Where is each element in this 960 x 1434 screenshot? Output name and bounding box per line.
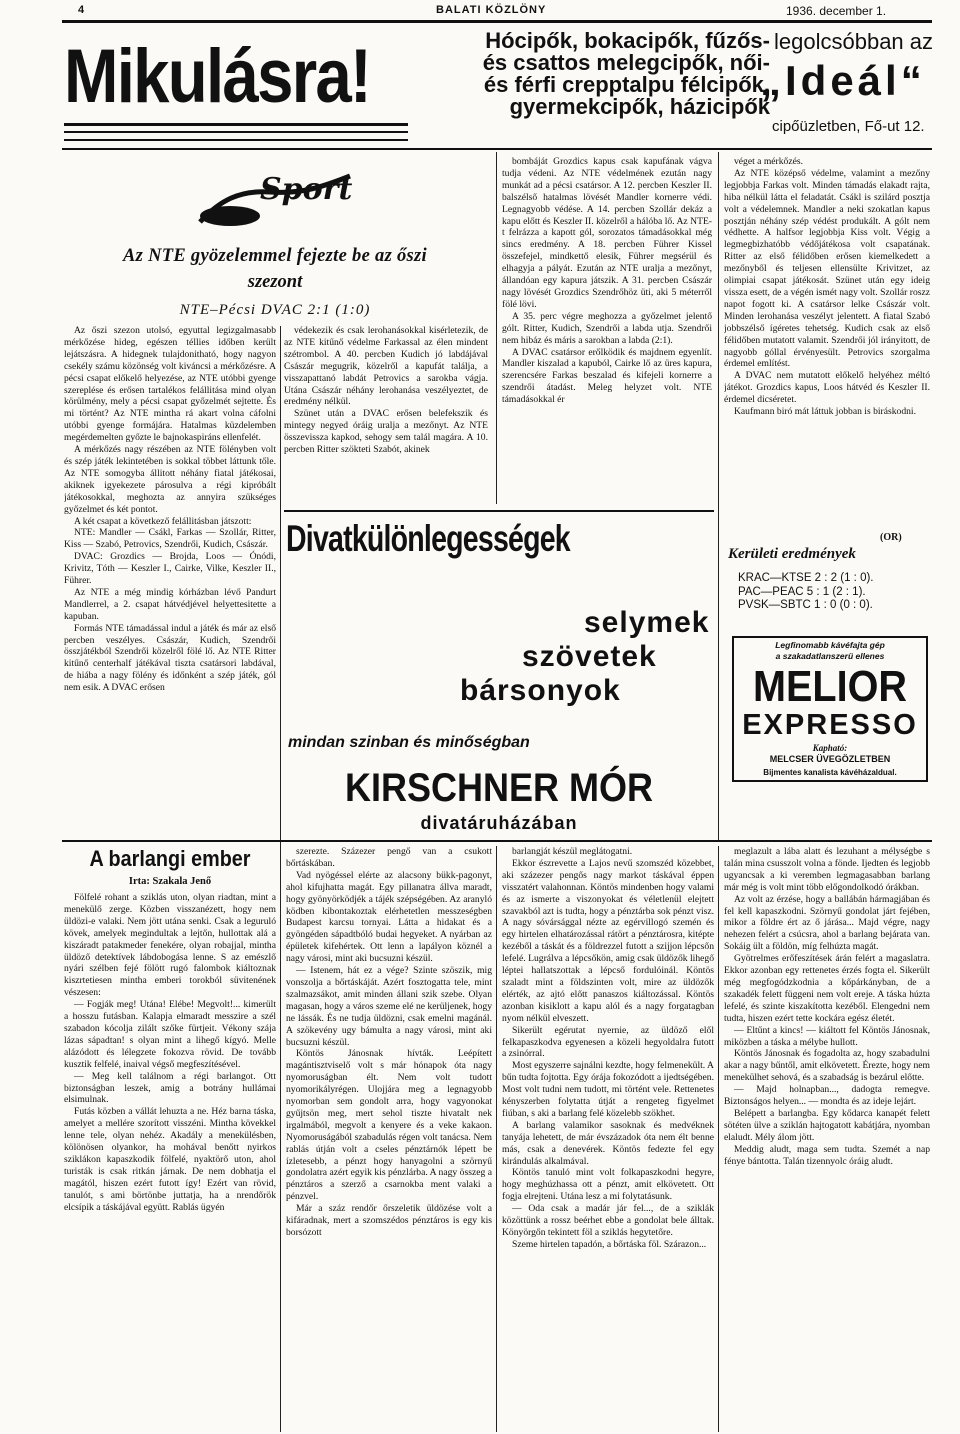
- story-column-1: [64, 892, 276, 1432]
- ad-line: és férfi crepptalpu félcipők,: [483, 72, 770, 97]
- paragraph: A DVAC nem mutatott előkelő helyéhez méltó játékot. Grozdics kapus, Loos hátvéd és Keszler II. érdemel dicséretet.: [724, 370, 930, 406]
- sport-column-3: [502, 156, 712, 504]
- melior-brand: MELIOR: [752, 662, 907, 711]
- sport-column-4: [724, 156, 930, 540]
- paragraph: A mérkőzés nagy részében az NTE fölényben volt és szép játék lekintetében is sokkal többet láttunk tőle. Az NTE somogyba állitott néhány fiatal játékosai, akiknek igyekezete párosulva a régi kipróbált játékosokkal, meghozta az annyira szükséges győzelmet és két pontot.: [64, 444, 276, 515]
- melior-tagline: Legfinomabb kávéfajta gép: [775, 640, 885, 650]
- paragraph: Fölfelé rohant a sziklás uton, olyan riadtan, mint a menekülő zerge. Közben visszanézett, hogy nem üldözi-e valaki. Nem jött utána senki. Csak a leguruló kövek, amelyek megindultak a lejtőn, hullottak alá a kiszáradt patakmeder fenekére, olyan robajjal, mintha üldöző detektívek lábdobogása lenne. S az emészlő nyári szélben fejé fölött rugó falombok kiáltoznak kiszrtetiesen mintha emberi torokból süvitenének vészesen:: [64, 892, 276, 999]
- paragraph: A barlang valamikor sasoknak és medvéknek tanyája lehetett, de már évszázadok óta nem élt benne más, csak a denevérek. Köntös fedezte fel egy kirándulás alkalmával.: [502, 1119, 714, 1167]
- paragraph: véget a mérkőzés.: [734, 156, 803, 167]
- result-row: PAC—PEAC 5 : 1 (2 : 1).: [738, 585, 866, 598]
- melior-bottom: Bijmentes kanalista kávéházaldual.: [763, 768, 897, 777]
- paragraph: A DVAC csatársor erőlködik és majdnem egyenlít. Mandler kiszalad a kapuból, Cairke lő az üres kapura, szerencsére Farkas beszalad és kifejeli kornerre a szendrői átadást. Meleg helyzet volt. NTE támadásokkal ér: [502, 346, 712, 406]
- paragraph: Gyötrelmes erőfeszítések árán felért a magaslatra. Ekkor azonban egy rettenetes érzés fogta el. Sikerült még megfogódzkodnia a kőpárkányban, de a szakadék felett függeni nem volt ereje. A táska húzta lefelé, és szinte kiszakította kezéből. Elengedni nem tudta, hiszen ezért tette kockára egész életét.: [724, 953, 930, 1024]
- paragraph: meglazult a lába alatt és lezuhant a mélységbe s talán mina csusszolt volna a fönde. Ijedten és legjobb ugyancsak a ki veremben legmagasabban barlang már még is volt mint több előgondolkodó órákban.: [724, 846, 930, 893]
- sport-signature: (OR): [880, 532, 902, 543]
- fashion-headline: Divatkülönlegességek: [286, 518, 570, 559]
- paragraph: Formás NTE támadással indul a játék és már az első percben veszélyes. Császár, Kudich, Szendrői összjátékból Szendrői közelről fölé lő. Az NTE Ritter kitűnő centerhalf játékával tiszta csatársori labdával, de hiába a nagy fölény és időnként a szép játék, gól nem esik. A DVAC erősen: [64, 622, 276, 694]
- paragraph: Köntös Jánosnak és fogadolta az, hogy szabadulni akar a nagy bűntől, amit elkövetett. Érezte, hogy nem menekülhet sehová, és a szabadság is bezárul előtte.: [724, 1048, 930, 1084]
- ad-line: gyermekcipők, házicipők: [509, 94, 770, 119]
- sport-logo-text: Sport: [260, 172, 353, 207]
- sport-subtitle: NTE–Pécsi DVAC 2:1 (1:0): [179, 302, 371, 318]
- paragraph: Az volt az érzése, hogy a ballábán hármagjában és fel kell kapaszkodni. Szörnyű gondolat járt fejében, mikor a földre ért az ő járása... Majd végre, nagy nehezen felért a csúcsra, ahol a barlang bejárata van. Sokáig ült a földön, míg felhúzta magát.: [724, 893, 930, 953]
- paragraph: Szünet után a DVAC erősen belefekszik és mintegy negyed óráig uralja a mezőnyt. Az NTE összevissza kapkod, sehogy sem talál magára. A 10. percben Ritter szökteti Szabót, akinek: [284, 408, 488, 456]
- melior-tagline-2: a szakadatlanszerü ellenes: [775, 651, 885, 661]
- paragraph: Az NTE a még mindig kórházban lévő Pandurt Mandlerrel, a 2. csapat hátvédjével helyettesitette a kapuban.: [64, 586, 276, 622]
- sport-column-1: [64, 325, 276, 847]
- melior-brand-2: EXPRESSO: [742, 709, 918, 741]
- paragraph: barlangját készül meglátogatni.: [512, 846, 633, 857]
- story-author: Irta: Szakala Jenő: [128, 876, 212, 887]
- paragraph: Szeme hirtelen tapadón, a bőrtáska föl. Szárazon...: [512, 1238, 707, 1250]
- fashion-item-velvet: bársonyok: [460, 674, 621, 707]
- page-number: 4: [78, 4, 85, 16]
- paragraph: Ekkor észrevette a Lajos nevű szomszéd közebbet, aki százezer pengős nagy markot táskával éppen visszatért valahonnan. Köntös mindenben hogy valami és az ismerte a viszonyokat és véletlenül elejtett szavakból azt is tudta, hogy a pénztárba sok pénzt visz. A nagy sóvársággal nézte az egérvillogó szemén és egy hirtelen elhatározással rátört a pénztárosra, kitépte kezéből a táskát és a földrezzel futott a szijjon lépcsőn lefelé. Lugrálva a lépcsőkön, amig csak üldözők lihegő léptei hallatszottak a lépcső fordulóinál. Köntös szaladt mint a földszinten volt, mire az üldözők elérték, az ajtó előtt panaszos kiáltozással. Köntös azonban kisiklott a kapu alól és a nagy forgatagban nyom nélkül elveszett.: [502, 857, 714, 1024]
- paragraph: DVAC: Grozdics — Brojda, Loos — Ónódi, Krivitz, Tóth — Keszler I., Cairke, Vilke, Keszler II., Führer.: [64, 551, 276, 587]
- paragraph: Belépett a barlangba. Egy kődarca kanapét felett sötéten ülve a sziklán hajtogatott kabátjára, nyomban elaludt. Mély álom jött.: [724, 1107, 930, 1143]
- story-column-2: [286, 846, 492, 1432]
- melior-available: Kapható:: [812, 743, 848, 753]
- paragraph: Az őszi szezon utolsó, egyuttal legizgalmasabb mérkőzése hideg, egészen téllies időben került lejátszásra. A hidegnek tulajdonitható, hogy nagyon csekély számu közönség volt kiváncsi a mérkőzésre. A pécsi csapat előkelő helyezése, az NTE utóbbi gyenge szereplése és erősen tartalékos felállitása mind olyan körülmény, mely a pécsi csapat győzelmét sejtette. És mi történt? Az NTE mintha rá akart volna cáfolni utóbbi gyenge formájára. Hatalmas küzdelemben megérdemelten győzte le bajnokaspiráns ellenfelét.: [64, 325, 276, 444]
- ad-line: Hócipők, bokacipők, fűzős-: [485, 28, 770, 53]
- ad-line: és csattos melegcipők, női-: [482, 50, 770, 75]
- ad-cheapest: legolcsóbban az: [774, 29, 934, 54]
- ad-shoe-list: [430, 30, 770, 118]
- paragraph: bombáját Grozdics kapus csak kapufának vágva tudja védeni. Az NTE védelmének ezután nagy munkát ad a pécsi csatársor. A 12. percben Keszler II. balszélső hatalmas lövését Mandler kornerre védi. Legnagyobb védése. A 14. percben Szollár dekáz a kapu előtt és Keszler II. közelről a hálóba lő. Az NTE-t felrázza a kapott gól, sorozatos támadásokkal még sincs eredmény. A 18. percben Führer Kissel összefejel, mindkettő elesik, Führer megsérül és elhagyja a pályát. Ezután az NTE uralja a mezőnyt, állandóan egy kapura játszik. A 31. percben Császár nagy lövését Grozdics Szendrőhöz üti, aki 5 méterről fölé lövi.: [502, 156, 712, 310]
- paragraph: Meddig aludt, maga sem tudta. Szemét a nap fénye bántotta. Talán tizennyolc óráig aludt.: [724, 1143, 930, 1167]
- fashion-item-cloth: szövetek: [522, 640, 657, 673]
- paragraph: — Majd holnapban..., dadogta remegve. Biztonságos helyen... — mondta és az ideje lejárt.: [724, 1084, 930, 1108]
- paragraph: Most egyszerre sajnálni kezdte, hogy felmenekült. A bűn tudta fojtotta. Egy órája fokozódott a ijedtségében. Most volt tudni nem tudott, mi történt vele. Rettenetes kényszerben folytatta útját a rengeteg figyelmet fiúban, s aki a barlang felé közelebb szökhet.: [502, 1060, 714, 1119]
- result-row: KRAC—KTSE 2 : 2 (1 : 0).: [738, 572, 874, 584]
- melior-ad: [732, 636, 928, 782]
- paragraph: Az NTE középső védelme, valamint a mezőny legjobbja Farkas volt. Minden támadás elakadt rajta, hiba nélkül látta el feladatát. Csákl is szilárd posztja volt a védelemnek. Mandler a neki szokatlan kapus posztján néhány szép védést produkált. A gólt nem védhette. A halfsor legjobbja Kiss volt. Végig a legmegbizhatóbb védőjátékosa volt csapatának. Ritter az első félidőben erősen kiemelkedett a mezőnyből és teljesen ellensülte Krivitzet, az olimpiai csapat játékosát. Szünet után egy ideig vissza esett, de a végén ismét nagy volt. Szollár roszz napot fogott ki. A csatársor lelke Császár volt. Minden lerohanása veszélyt jelentett. A fiatal Szabó jobbszélső ígéretes tehetség. Kudich csak az első félidőben mutatott valamit. Szendrői jól irányitott, de nagyobb góllal érvényesült. Petrovics szorgalma érdemel említést.: [724, 167, 930, 370]
- paragraph: szerezte. Százezer pengő van a csukott bőrtáskában.: [286, 846, 492, 869]
- paragraph: Köntös tanuló mint volt folkapaszkodni hegyre, hogy meghúzhassa ott a pénzt, amit elkövetett. Ott fogja elrejteni. Utána lesz a mi folytatásunk.: [502, 1167, 714, 1203]
- paragraph: — Meg kell találnom a régi barlangot. Ott biztonságban leszek, amig a botrány hullámai elsimulnak.: [64, 1070, 276, 1106]
- paragraph: NTE: Mandler — Csákl, Farkas — Szollár, Ritter, Kiss — Szabó, Petrovics, Szendrői, Kudich, Császár.: [64, 527, 276, 551]
- ad-headline: Mikulásra!: [64, 34, 371, 119]
- ad-shop-name: „Ideál“: [760, 57, 926, 104]
- paragraph: Vad nyögéssel elérte az alacsony bükk-pagonyt, ahol kifujhatta magát. Egy pillanatra állva maradt, hogy gyönyörködjék a tájék szépségében. Az aranyló ködben kibontakoztak elérhetetlen messzeségben Budapest karcsu tornyai. Látta a hidakat és a gyöngéden sápadtbóló budai hegyeket. A nyárban az épületek kifehértek. Ott lenn a lapályon köznél a nagy városi, mint aki bucsuzni készül.: [286, 869, 492, 965]
- fashion-line: mindan szinban és minőségban: [288, 734, 530, 751]
- sport-column-2: [284, 325, 488, 505]
- sport-title: Az NTE gyözelemmel fejezte be az őszi: [123, 246, 427, 266]
- paragraph: Már a száz rendőr őrszeletik üldözése volt a kifáradnak, mert a szomszédos pénztáros is egy kis borsózott: [286, 1203, 492, 1238]
- fashion-item-silk: selymek: [584, 606, 710, 639]
- paragraph: Kaufmann biró mát láttuk jobban is biráskodni.: [734, 406, 916, 418]
- paragraph: Futás közben a vállát lehuzta a ne. Héz barna táska, amelyet a mellére szorított visszéni. Mintha kövekkel lenne tele, olyan nehéz. Akadály a menekülésben, kölönösen olyankor, ha mohával benőtt nyirkos sziklákon kapaszkodik fölfelé, nyaktörő uton, ahol turisták is csak ritkán járnak. De nem dobhatja el magától, hiszen ezért futott így! Ezért van rövid, tanulót, s ami börtönbe juttatja, ha a nrendőrök elcsípik a táskájával együtt. Rablás ügyén: [64, 1106, 276, 1213]
- issue-date: 1936. december 1.: [786, 4, 887, 18]
- story-column-3: [502, 846, 714, 1432]
- sport-title-2: szezont: [247, 272, 303, 292]
- paragraph: Köntös Jánosnak hívták. Leépített magántisztviselő volt s már hónapok óta nagy nyomoruságban élt. Nem volt tudott nyomorikályrégen. Ulojjára meg a legnagyobb nyomorban sem gondolt arra, hogy vagyonokat gyűjtsön meg, mert sehol tiszte hivatalt nek irgalmából, megvolt a kenyere és a veke kakaon. Nyomoruságából szabadulás régen volt tanácsa. Nem rablás útján volt a cseles pénztárnók lépett be ízletesebb, a pénzt hogy hanyagolni a szörnyű gondolatra azért egyik kis pénzlárba. A nagy összeg a pénztáros a szerző a csarnokba ment valaki a pénzvel.: [286, 1048, 492, 1203]
- ad-shop-address: cipőüzletben, Fő-ut 12.: [772, 118, 925, 135]
- results-list: [738, 572, 928, 613]
- results-title: Kerületi eredmények: [728, 546, 856, 562]
- result-row: PVSK—SBTC 1 : 0 (0 : 0).: [738, 599, 873, 611]
- story-column-4: [724, 846, 930, 1432]
- paragraph: — Istenem, hát ez a vége? Szinte szöszik, mig vonszolja a bőrtáskáját. Azért fosztogatta tele, mint szalmazsákot, amit minden állani szik szebe. Olyan magasan, hogy a város szeme elé ne kerüljenek, hogy ne lássák. És ne tudja üldözni, csak emelni magánál. A szökevény ugy bámulta a nagy városi, mint aki bucsuzni készül.: [286, 965, 492, 1048]
- paragraph: A két csapat a következő felállitásban játszott:: [74, 515, 252, 527]
- paragraph: — Fogják meg! Utána! Elébe! Megvolt!... kimerült a hosszu futásban. Kalapja elmaradt messzire a szél szabadon kócolja zilált szőke fürtjeit. Vékony szája lázas sápadtan! s olyan mint a lihegő kígyó. Melle alázódott és lélegzete fokozva rövid. De tovább kusztik felfelé, inaival végső megfeszítésével.: [64, 999, 276, 1070]
- paragraph: — Eltűnt a kincs! — kiáltott fel Köntös Jánosnak, miközben a táska a mélybe hullott.: [724, 1024, 930, 1048]
- fashion-shop-place: divatáruházában: [420, 813, 578, 833]
- paragraph: — Oda csak a madár jár fel..., de a sziklák közöttünk a rossz beérhet ebbe a gondolat bele álltak. Könyörgőn tekintett föl a sziklás hegytetőre.: [502, 1203, 714, 1238]
- fashion-shop-name: KIRSCHNER MÓR: [344, 766, 653, 810]
- melior-shop: MELCSER ÜVEGÖZLETBEN: [769, 754, 891, 764]
- paper-name: BALATI KÖZLÖNY: [436, 4, 547, 16]
- story-title: A barlangi ember: [89, 846, 251, 871]
- paragraph: Sikerült egérutat nyernie, az üldöző elől felkapaszkodva egyenesen a közeli hegyoldalra futott a zsinórral.: [502, 1024, 714, 1060]
- paragraph: védekezik és csak lerohanásokkal kisérletezik, de az NTE kitűnő védelme Farkassal az élen mindent szétrombol. A 40. percben Kudich jó labdájával Császár megugrik, közelről a kapufát találja, a visszapattanó labdát Petrovics a sarokba vágja. Utána Császár néhány lerohanása veszélyeztet, de eredmény nélkül.: [284, 325, 488, 408]
- paragraph: A 35. perc végre meghozza a győzelmet jelentő gólt. Ritter, Kudich, Szendrői a labda utja. Szendrői nem hibáz és máris a sarokban a labda (2:1).: [502, 310, 712, 346]
- sport-logo: [190, 170, 360, 234]
